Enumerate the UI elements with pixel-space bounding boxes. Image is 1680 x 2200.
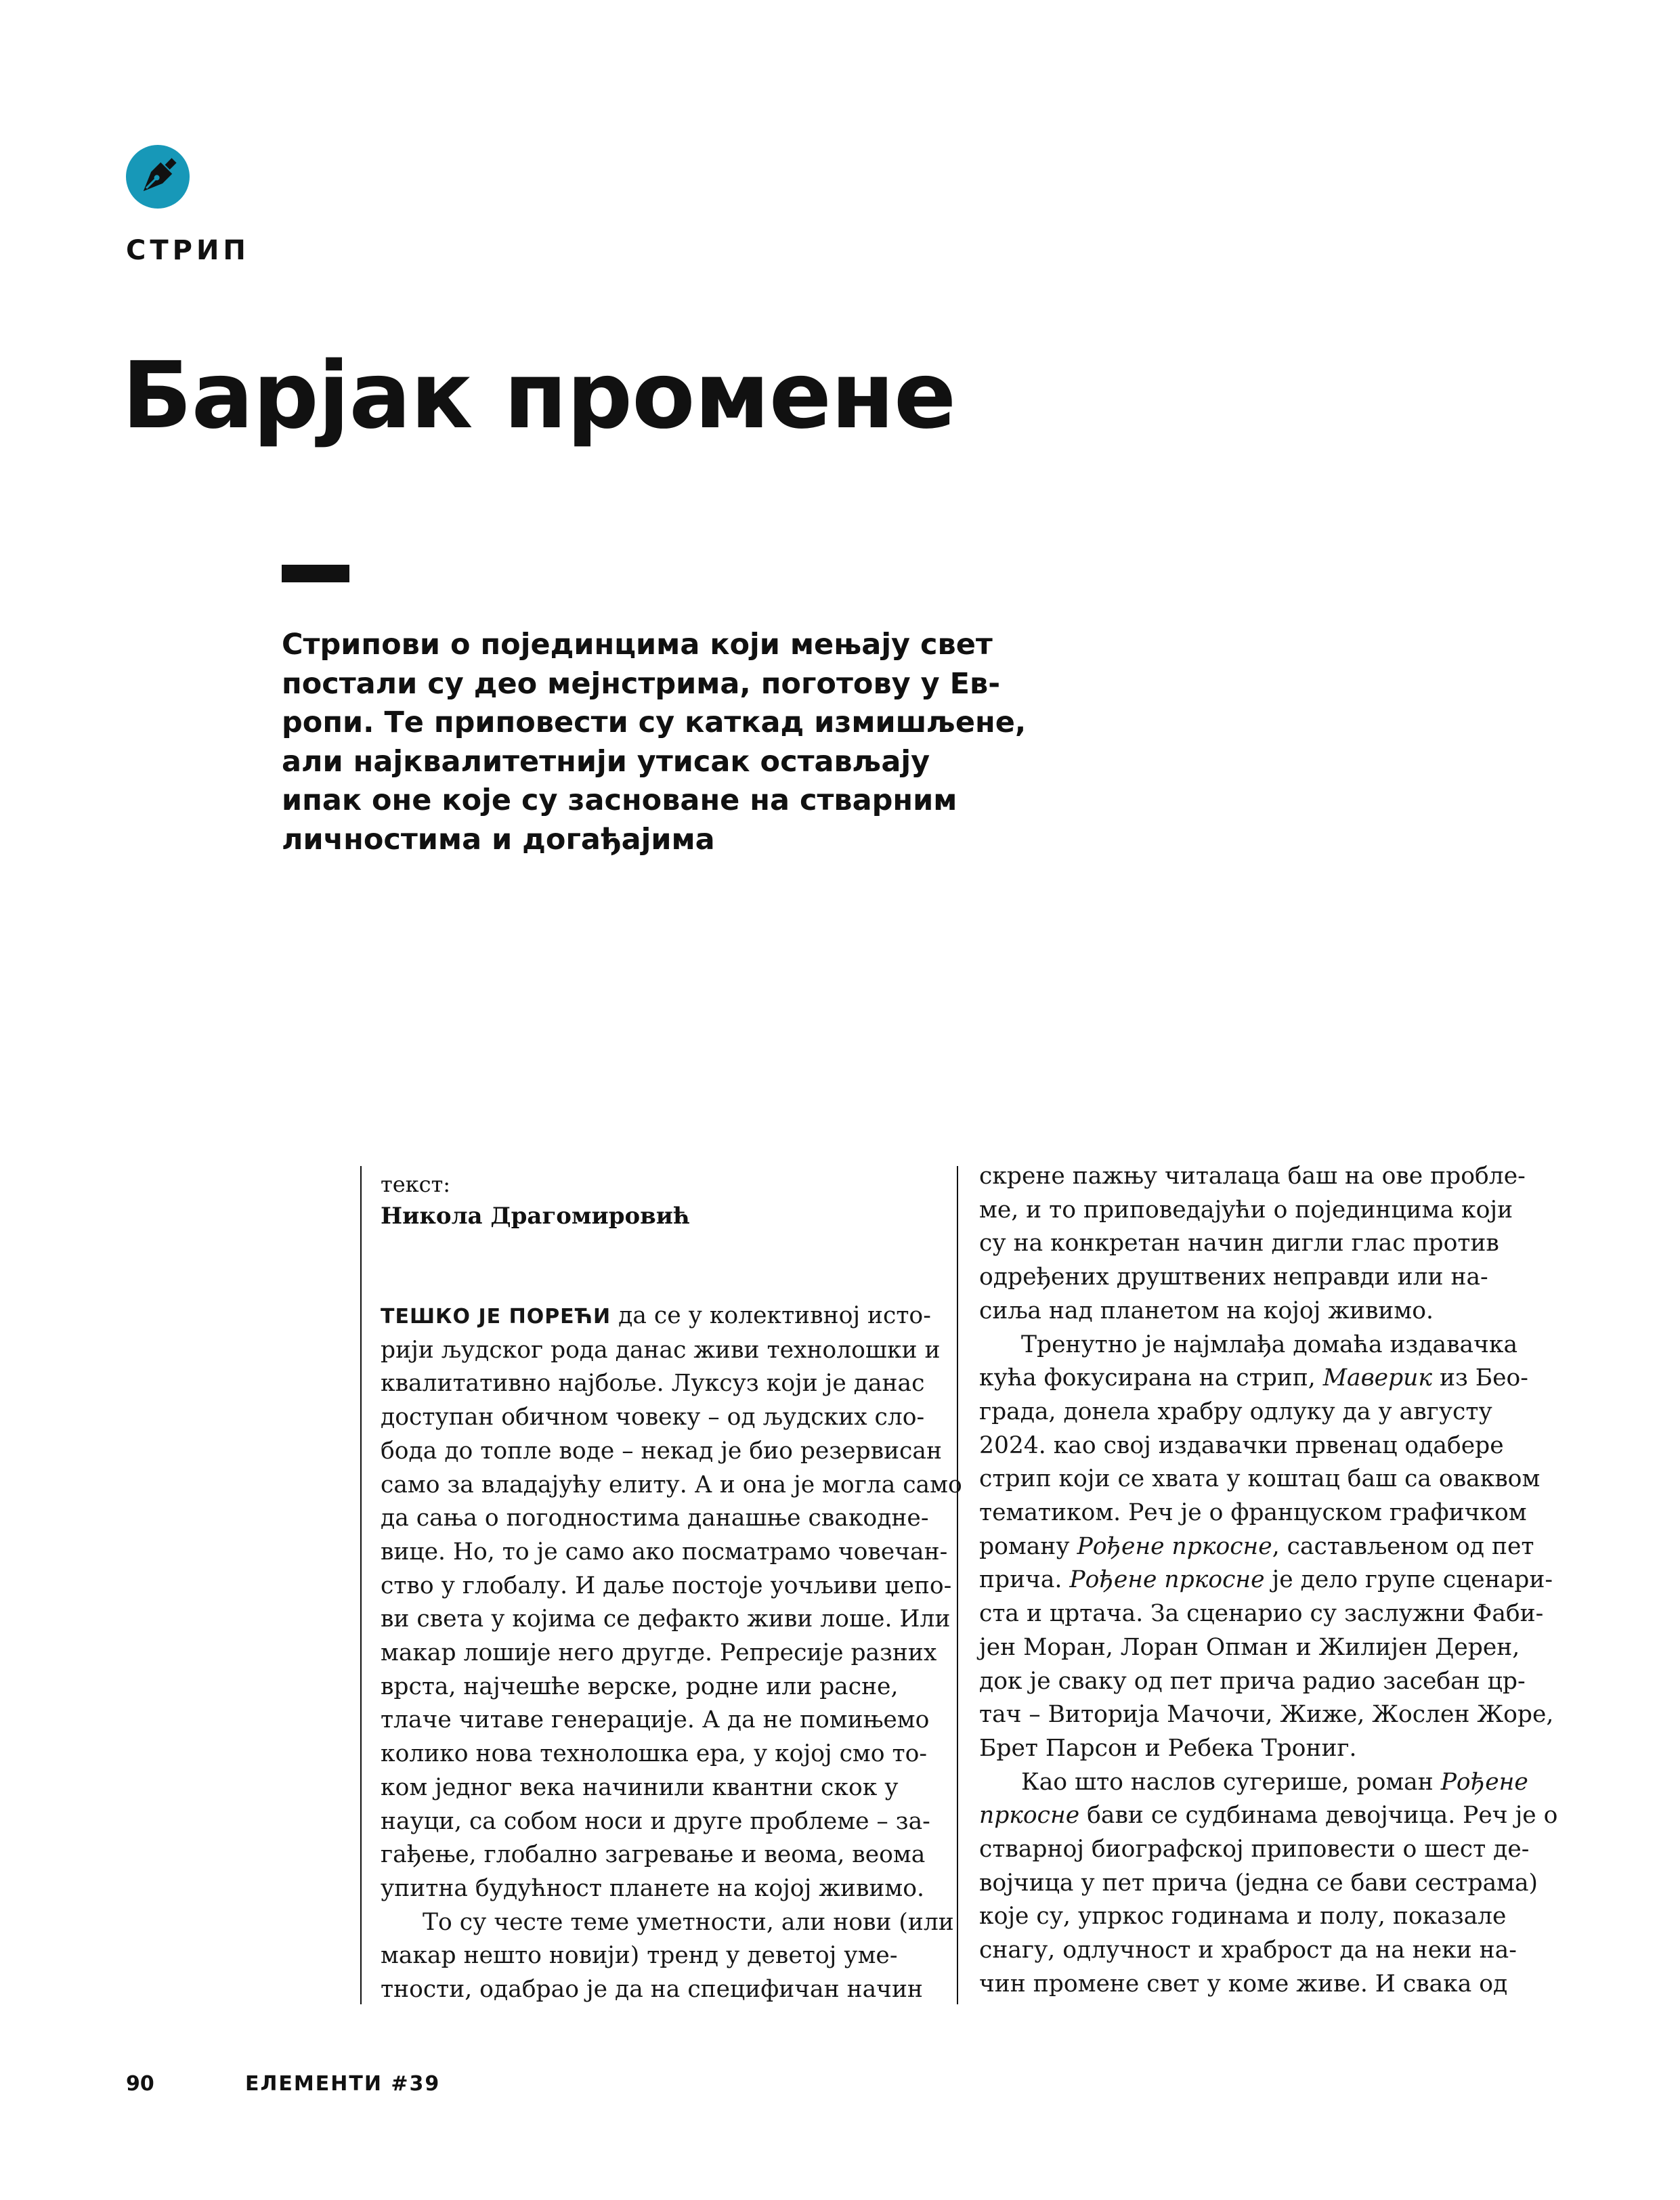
author-name: Никола Драгомировић <box>381 1203 690 1230</box>
body-line: које су, упркос годинама и полу, показале <box>979 1903 1507 1931</box>
body-line: 2024. као свој издавачки првенац одабере <box>979 1431 1504 1459</box>
body-line: чин промене свет у коме живе. И свака од <box>979 1970 1508 1998</box>
body-text: је дело групе сценари- <box>1272 1566 1553 1594</box>
body-line: су на конкретан начин дигли глас против <box>979 1230 1499 1257</box>
body-line <box>979 1766 1557 1800</box>
body-line: Тренутно је најмлађа домаћа издавачка <box>1021 1331 1518 1358</box>
body-text: роману <box>979 1532 1070 1560</box>
section-label: СТРИП <box>126 235 250 266</box>
body-line: То су честе теме уметности, али нови (или <box>423 1908 954 1936</box>
body-line: стрип који се хвата у коштац баш са оваквом <box>979 1465 1541 1493</box>
body-line <box>979 1362 1557 1396</box>
body-line: квалитативно најбоље. Луксуз који је данас <box>381 1370 925 1398</box>
body-text: бави се судбинама девојчица. Реч је о <box>1087 1802 1558 1830</box>
body-line: доступан обичном човеку – од људских сло- <box>381 1404 925 1431</box>
body-text: из Бео- <box>1439 1364 1528 1392</box>
body-line <box>381 1299 962 1334</box>
body-text: да се у колективној исто- <box>618 1302 931 1329</box>
body-line: рији људског рода данас живи технолошки и <box>381 1336 941 1364</box>
body-line: упитна будућност планете на којој живимо. <box>381 1874 924 1902</box>
title-divider <box>282 565 349 582</box>
body-line: скрене пажњу читалаца баш на ове пробле- <box>979 1163 1526 1190</box>
body-line: војчица у пет прича (једна се бави сестрама) <box>979 1869 1538 1897</box>
book-title: пркосне <box>979 1802 1080 1830</box>
body-text: прича. <box>979 1566 1062 1594</box>
lead-line: али најквалитетнији утисак остављају <box>282 744 930 779</box>
book-title: Рођене пркосне <box>1077 1532 1272 1560</box>
body-line: макар нешто новији) тренд у деветој уме- <box>381 1942 898 1970</box>
body-line: бода до топле воде – некад је био резервисан <box>381 1437 942 1465</box>
body-column-right <box>979 1160 1557 2002</box>
body-line: гађење, глобално загревање и веома, веома <box>381 1841 926 1869</box>
body-line: вице. Но, то је само ако посматрамо човечан- <box>381 1538 948 1566</box>
body-column-left <box>381 1299 962 2007</box>
lead-line: ипак оне које су засноване на стварним <box>282 783 957 817</box>
book-title: Рођене <box>1440 1768 1528 1796</box>
body-line: ком једног века начинили квантни скок у <box>381 1773 899 1801</box>
magazine-issue: ЕЛЕМЕНТИ #39 <box>245 2072 441 2096</box>
body-line <box>979 1799 1557 1833</box>
body-text: Као што наслов сугерише, роман <box>1021 1768 1434 1796</box>
lead-line: личностима и догађајима <box>282 822 715 857</box>
article-lead <box>282 626 1040 859</box>
body-line: само за владајућу елиту. А и она је могла само <box>381 1471 962 1498</box>
body-line: колико нова технолошка ера, у којој смо то- <box>381 1740 927 1768</box>
body-line: Брет Парсон и Ребека Трониг. <box>979 1734 1357 1762</box>
body-line: макар лошије него другде. Репресије разних <box>381 1639 937 1667</box>
body-line: да сања о погодностима данашње свакодне- <box>381 1505 929 1532</box>
publisher-name: Маверик <box>1322 1364 1433 1392</box>
body-line: врста, најчешће верске, родне или расне, <box>381 1673 899 1700</box>
body-line: науци, са собом носи и друге проблеме – за- <box>381 1807 930 1835</box>
body-line: сиља над планетом на којој живимо. <box>979 1297 1434 1324</box>
body-line: одређених друштвених неправди или на- <box>979 1264 1488 1291</box>
lead-line: ропи. Те приповести су каткад измишљене, <box>282 706 1027 739</box>
page-number: 90 <box>126 2072 154 2096</box>
body-line: стварној биографској приповести о шест де- <box>979 1836 1530 1863</box>
body-line: јен Моран, Лоран Опман и Жилијен Дерен, <box>979 1633 1520 1661</box>
column-rule-left <box>360 1166 362 2004</box>
body-text: , састављеном од пет <box>1272 1532 1534 1560</box>
body-line: ста и цртача. За сценарио су заслужни Фаби- <box>979 1600 1544 1628</box>
article-title: Барјак промене <box>122 343 956 450</box>
body-line: ме, и то приповедајући о појединцима који <box>979 1196 1513 1224</box>
lead-line: постали су део мејнстрима, поготову у Ев- <box>282 666 1001 701</box>
body-line: док је сваку од пет прича радио засебан цр- <box>979 1667 1526 1695</box>
body-line: тематиком. Реч је о француском графичком <box>979 1499 1527 1527</box>
fountain-pen-icon <box>126 145 190 209</box>
credit-label: текст: <box>381 1171 451 1197</box>
body-line: тач – Виторија Мачочи, Жиже, Жослен Жоре, <box>979 1701 1554 1729</box>
body-line <box>979 1530 1557 1564</box>
body-line <box>979 1563 1557 1597</box>
fountain-pen-glyph <box>126 145 190 209</box>
book-title: Рођене пркосне <box>1069 1566 1265 1594</box>
lead-line: Стрипови о појединцима који мењају свет <box>282 628 993 662</box>
body-line: тлаче читаве генерације. А да не помињемо <box>381 1706 930 1734</box>
body-line: снагу, одлучност и храброст да на неки на- <box>979 1937 1517 1964</box>
body-line: тности, одабрао је да на специфичан начин <box>381 1976 923 2004</box>
lead-in: ТЕШКО ЈЕ ПОРЕЋИ <box>381 1305 611 1329</box>
body-line: ство у глобалу. И даље постоје уочљиви џепо- <box>381 1572 952 1599</box>
body-line: ви света у којима се дефакто живи лоше. Или <box>381 1605 951 1633</box>
body-line: града, донела храбру одлуку да у августу <box>979 1398 1492 1425</box>
body-text: кућа фокусирана на стрип, <box>979 1364 1316 1392</box>
